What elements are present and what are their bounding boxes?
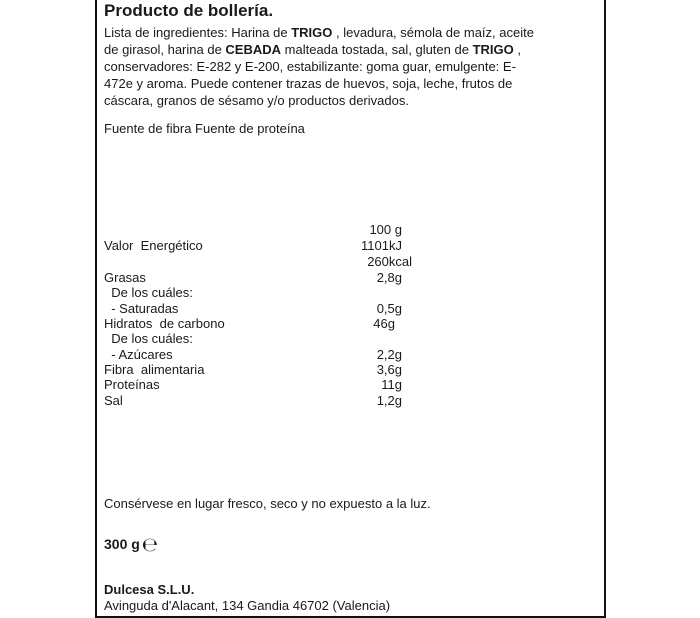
estimated-sign-icon: ℮ [141, 534, 159, 556]
nutrition-value-fibre: 3,6g [376, 362, 402, 377]
net-weight [104, 534, 158, 556]
ingredient-text: Lista de ingredientes: Harina de [104, 25, 292, 40]
ingredients-list [104, 24, 544, 109]
allergen-text: TRIGO [472, 42, 514, 57]
net-weight-value: 300 g [104, 536, 140, 552]
ingredient-text: , levadura, sémola de maíz, aceite de girasol, harina de [104, 25, 534, 57]
nutrition-label-carbohydrates: Hidratos de carbono [104, 316, 225, 331]
nutrition-value-protein: 11g [381, 377, 402, 392]
nutrition-label-of-which-2: De los cuáles: [104, 331, 193, 346]
storage-instructions: Consérvese en lugar fresco, seco y no expuesto a la luz. [104, 496, 431, 511]
product-title: Producto de bollería. [104, 1, 274, 20]
nutrition-value-carbohydrates: 46g [373, 316, 395, 331]
nutrition-value-sugars: 2,2g [376, 347, 402, 362]
nutrition-label-fat: Grasas [104, 270, 146, 285]
ingredient-text: malteada tostada, sal, gluten de [281, 42, 473, 57]
nutrition-value-energy-kj: 1101kJ [361, 238, 402, 253]
manufacturer-name: Dulcesa S.L.U. [104, 582, 195, 597]
nutrition-value-fat: 2,8g [376, 270, 402, 285]
nutrition-value-saturated: 0,5g [376, 301, 402, 316]
nutrition-label-fibre: Fibra alimentaria [104, 362, 205, 377]
nutrition-value-salt: 1,2g [376, 393, 402, 408]
manufacturer-address: Avinguda d'Alacant, 134 Gandia 46702 (Valencia) [104, 598, 391, 613]
nutrition-claims: Fuente de fibra Fuente de proteína [104, 121, 305, 136]
allergen-text: TRIGO [291, 25, 333, 40]
nutrition-value-energy-kcal: 260kcal [367, 254, 412, 269]
nutrition-label-saturated: - Saturadas [104, 301, 179, 316]
allergen-text: CEBADA [225, 42, 282, 57]
nutrition-label-energy: Valor Energético [104, 238, 203, 253]
nutrition-label-of-which-1: De los cuáles: [104, 285, 193, 300]
nutrition-label-salt: Sal [104, 393, 123, 408]
nutrition-column-header: 100 g [369, 222, 402, 237]
nutrition-label-protein: Proteínas [104, 377, 160, 392]
ingredient-text: , conservadores: E-282 y E-200, estabilizante: goma guar, emulgente: E-472e y aroma. Puede contener trazas de huevos, soja, leche, frutos de cáscara, granos de sésamo y/o productos derivados. [104, 42, 521, 108]
nutrition-label-sugars: - Azúcares [104, 347, 173, 362]
